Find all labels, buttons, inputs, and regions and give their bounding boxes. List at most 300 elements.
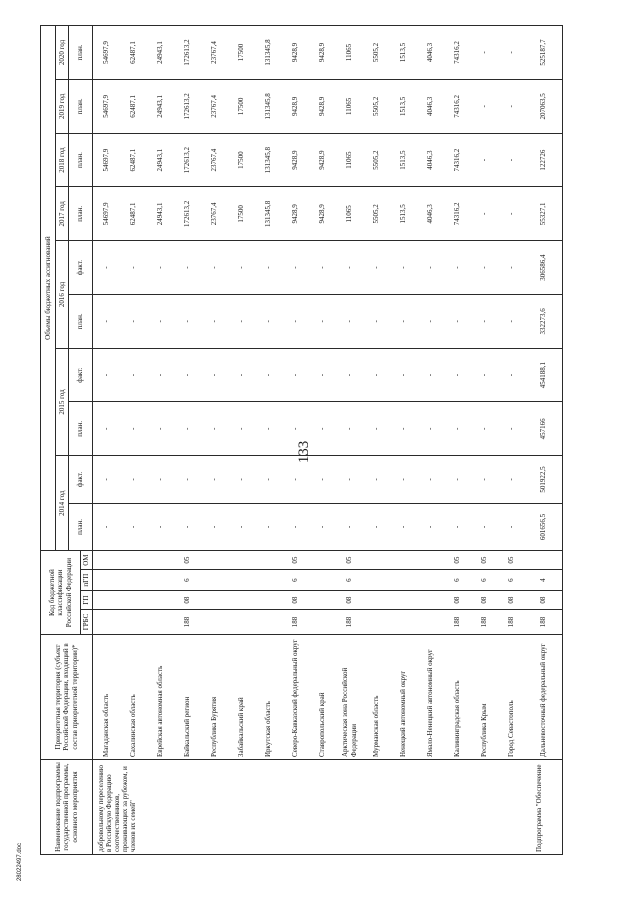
table-row (390, 26, 417, 855)
value-cell: - (444, 456, 471, 504)
kbk-cell (309, 551, 336, 570)
table-row (363, 26, 390, 855)
plan-header: план. (69, 26, 93, 80)
value-cell: 1513,5 (390, 133, 417, 187)
kbk-cell: 6 (444, 570, 471, 591)
value-cell: 74316,2 (444, 26, 471, 80)
value-cell: - (309, 241, 336, 295)
value-cell: 62487,1 (120, 26, 147, 80)
kbk-cell: 08 (174, 591, 201, 610)
program-name: Подпрограмма "Обеспечение (525, 760, 563, 855)
budget-table (40, 25, 563, 855)
value-cell: - (255, 241, 282, 295)
kbk-cell (417, 551, 444, 570)
value-cell: - (471, 503, 498, 551)
year-header: 2016 год (56, 241, 69, 349)
value-cell: - (120, 456, 147, 504)
kbk-cell (228, 570, 255, 591)
value-cell: 17500 (228, 133, 255, 187)
table-container (40, 25, 600, 855)
value-cell: - (417, 402, 444, 456)
value-cell: - (228, 241, 255, 295)
kbk-cell (120, 551, 147, 570)
kbk-cell: 08 (336, 591, 363, 610)
value-cell: - (174, 348, 201, 402)
value-cell: 55327,1 (525, 187, 563, 241)
value-cell: - (174, 456, 201, 504)
value-cell: 501922,5 (525, 456, 563, 504)
value-cell: - (498, 294, 525, 348)
plan-header: план. (69, 294, 93, 348)
fact-header: факт. (69, 241, 93, 295)
value-cell: - (390, 456, 417, 504)
kbk-cell (390, 551, 417, 570)
value-cell: - (309, 456, 336, 504)
territory-cell: Еврейская автономная область (147, 635, 174, 760)
value-cell: - (417, 503, 444, 551)
value-cell: - (120, 294, 147, 348)
value-cell: - (201, 503, 228, 551)
territory-cell: Забайкальский край (228, 635, 255, 760)
territory-cell: Ненецкий автономный округ (390, 635, 417, 760)
value-cell: - (471, 241, 498, 295)
value-cell: 122726 (525, 133, 563, 187)
value-cell: - (498, 133, 525, 187)
value-cell: 5505,2 (363, 133, 390, 187)
territory-cell: Иркутская область (255, 635, 282, 760)
header-kbk: Код бюджетной классификации Российской Федерации (41, 551, 81, 635)
kbk-cell (417, 570, 444, 591)
program-name: добровольному переселению в Российскую Федерацию соотечественников, проживающих за рубежом, и членов их семей" (93, 760, 526, 855)
value-cell: 1513,5 (390, 79, 417, 133)
kbk-cell (525, 551, 563, 570)
value-cell: 4046,3 (417, 133, 444, 187)
kbk-cell (93, 610, 121, 635)
value-cell: 207063,5 (525, 79, 563, 133)
value-cell: 525187,7 (525, 26, 563, 80)
kbk-cell (363, 570, 390, 591)
value-cell: 601656,5 (525, 503, 563, 551)
value-cell: - (417, 294, 444, 348)
value-cell: - (498, 348, 525, 402)
territory-cell: Ставропольский край (309, 635, 336, 760)
year-header: 2019 год (56, 79, 69, 133)
kbk-cell: 08 (444, 591, 471, 610)
kbk-cell: 08 (282, 591, 309, 610)
value-cell: 1513,5 (390, 187, 417, 241)
value-cell: - (147, 241, 174, 295)
value-cell: - (363, 348, 390, 402)
table-row (201, 26, 228, 855)
value-cell: - (120, 241, 147, 295)
value-cell: 172613,2 (174, 187, 201, 241)
value-cell: 24943,1 (147, 187, 174, 241)
kbk-cell: 6 (282, 570, 309, 591)
value-cell: - (417, 241, 444, 295)
value-cell: - (363, 456, 390, 504)
value-cell: - (282, 241, 309, 295)
value-cell: - (444, 402, 471, 456)
value-cell: - (471, 133, 498, 187)
value-cell: - (93, 503, 121, 551)
value-cell: 9428,9 (282, 187, 309, 241)
value-cell: 11065 (336, 26, 363, 80)
value-cell: - (282, 348, 309, 402)
value-cell: - (93, 348, 121, 402)
value-cell: 23767,4 (201, 79, 228, 133)
value-cell: - (471, 294, 498, 348)
value-cell: - (336, 348, 363, 402)
value-cell: - (255, 503, 282, 551)
kbk-cell (363, 610, 390, 635)
kbk-cell: 4 (525, 570, 563, 591)
value-cell: - (471, 456, 498, 504)
value-cell: 54697,9 (93, 26, 121, 80)
kbk-cell: 188 (525, 610, 563, 635)
table-row (120, 26, 147, 855)
kbk-cell (390, 570, 417, 591)
value-cell: - (201, 456, 228, 504)
kbk-cell: 6 (174, 570, 201, 591)
value-cell: 457166 (525, 402, 563, 456)
value-cell: 5505,2 (363, 79, 390, 133)
kbk-cell (390, 591, 417, 610)
value-cell: - (255, 348, 282, 402)
value-cell: - (471, 348, 498, 402)
table-row (498, 26, 525, 855)
value-cell: 9428,9 (309, 187, 336, 241)
value-cell: 74316,2 (444, 79, 471, 133)
value-cell: - (498, 503, 525, 551)
territory-cell: Сахалинская область (120, 635, 147, 760)
value-cell: 54697,9 (93, 79, 121, 133)
value-cell: - (363, 241, 390, 295)
kbk-cell (417, 591, 444, 610)
kbk-sub-header: пГП (81, 570, 93, 591)
plan-header: план. (69, 402, 93, 456)
value-cell: - (174, 294, 201, 348)
table-row (228, 26, 255, 855)
table-row (255, 26, 282, 855)
value-cell: 5505,2 (363, 26, 390, 80)
value-cell: 454188,1 (525, 348, 563, 402)
kbk-cell (228, 591, 255, 610)
value-cell: - (498, 402, 525, 456)
value-cell: - (174, 503, 201, 551)
kbk-cell (120, 570, 147, 591)
kbk-cell (255, 551, 282, 570)
plan-header: план. (69, 79, 93, 133)
value-cell: 11065 (336, 187, 363, 241)
value-cell: - (201, 241, 228, 295)
kbk-cell: 08 (471, 591, 498, 610)
value-cell: - (282, 456, 309, 504)
kbk-cell (228, 610, 255, 635)
kbk-cell (93, 570, 121, 591)
fact-header: факт. (69, 348, 93, 402)
territory-cell: Магаданская область (93, 635, 121, 760)
table-row (525, 26, 563, 855)
value-cell: 62487,1 (120, 79, 147, 133)
kbk-cell: 188 (444, 610, 471, 635)
kbk-cell: 05 (471, 551, 498, 570)
value-cell: 62487,1 (120, 187, 147, 241)
kbk-cell (201, 570, 228, 591)
kbk-cell (147, 610, 174, 635)
value-cell: - (309, 503, 336, 551)
value-cell: - (444, 348, 471, 402)
value-cell: 11065 (336, 133, 363, 187)
page-number: 133 (296, 440, 312, 464)
fact-header: факт. (69, 456, 93, 504)
value-cell: - (336, 402, 363, 456)
kbk-cell: 6 (498, 570, 525, 591)
value-cell: - (174, 241, 201, 295)
kbk-cell (417, 610, 444, 635)
year-header: 2017 год (56, 187, 69, 241)
year-header: 2020 год (56, 26, 69, 80)
kbk-sub-header: ГРБС (81, 610, 93, 635)
value-cell: - (228, 503, 255, 551)
value-cell: - (93, 241, 121, 295)
value-cell: 24943,1 (147, 133, 174, 187)
plan-header: план. (69, 503, 93, 551)
value-cell: - (390, 503, 417, 551)
value-cell: - (444, 503, 471, 551)
value-cell: 4046,3 (417, 187, 444, 241)
kbk-cell: 188 (282, 610, 309, 635)
value-cell: - (363, 503, 390, 551)
value-cell: - (120, 348, 147, 402)
table-row (282, 26, 309, 855)
value-cell: 172613,2 (174, 26, 201, 80)
kbk-cell: 6 (336, 570, 363, 591)
value-cell: 9428,9 (309, 79, 336, 133)
kbk-cell (255, 591, 282, 610)
footer-doc-name: 28022497.doc (17, 842, 23, 882)
kbk-cell (201, 610, 228, 635)
value-cell: - (309, 348, 336, 402)
value-cell: - (498, 456, 525, 504)
value-cell: 9428,9 (309, 26, 336, 80)
value-cell: - (174, 402, 201, 456)
kbk-cell (363, 591, 390, 610)
value-cell: - (471, 26, 498, 80)
value-cell: 172613,2 (174, 79, 201, 133)
value-cell: - (498, 241, 525, 295)
value-cell: - (282, 503, 309, 551)
value-cell: 74316,2 (444, 187, 471, 241)
header-volumes: Объемы бюджетных ассигнований (41, 26, 56, 551)
territory-cell: Северо-Кавказский федеральный округ (282, 635, 309, 760)
territory-cell: Дальневосточный федеральный округ (525, 635, 563, 760)
value-cell: - (201, 294, 228, 348)
kbk-cell: 188 (174, 610, 201, 635)
table-row (471, 26, 498, 855)
value-cell: - (201, 402, 228, 456)
kbk-cell: 05 (282, 551, 309, 570)
value-cell: - (444, 294, 471, 348)
value-cell: 9428,9 (282, 26, 309, 80)
value-cell: - (363, 294, 390, 348)
value-cell: - (93, 456, 121, 504)
value-cell: 17500 (228, 79, 255, 133)
year-header: 2018 год (56, 133, 69, 187)
kbk-cell (147, 551, 174, 570)
kbk-cell: 6 (471, 570, 498, 591)
value-cell: 4046,3 (417, 79, 444, 133)
value-cell: 54697,9 (93, 187, 121, 241)
value-cell: - (282, 294, 309, 348)
territory-cell: Республика Крым (471, 635, 498, 760)
kbk-sub-header: ОМ (81, 551, 93, 570)
value-cell: - (498, 79, 525, 133)
kbk-cell (390, 610, 417, 635)
value-cell: 23767,4 (201, 26, 228, 80)
kbk-cell: 05 (498, 551, 525, 570)
value-cell: - (255, 294, 282, 348)
value-cell: - (336, 294, 363, 348)
value-cell: 1513,5 (390, 26, 417, 80)
value-cell: - (255, 456, 282, 504)
value-cell: 23767,4 (201, 133, 228, 187)
value-cell: - (390, 294, 417, 348)
value-cell: 23767,4 (201, 187, 228, 241)
value-cell: 9428,9 (282, 133, 309, 187)
kbk-cell: 08 (525, 591, 563, 610)
value-cell: - (228, 402, 255, 456)
kbk-cell (147, 570, 174, 591)
table-row (147, 26, 174, 855)
kbk-cell (255, 610, 282, 635)
value-cell: - (390, 241, 417, 295)
kbk-cell (120, 591, 147, 610)
kbk-cell (147, 591, 174, 610)
value-cell: 306586,4 (525, 241, 563, 295)
header-name: Наименование подпрограммы государственной программы, основного мероприятия (41, 760, 93, 855)
value-cell: - (255, 402, 282, 456)
table-row (174, 26, 201, 855)
territory-cell: Калининградская область (444, 635, 471, 760)
header-territory: Приоритетная территория (субъект Российской Федерации, входящий в состав приоритетной территории)* (41, 635, 93, 760)
kbk-cell (201, 551, 228, 570)
value-cell: - (147, 402, 174, 456)
value-cell: - (417, 348, 444, 402)
value-cell: - (120, 402, 147, 456)
value-cell: - (309, 294, 336, 348)
value-cell: - (417, 456, 444, 504)
kbk-cell (363, 551, 390, 570)
value-cell: 131345,8 (255, 26, 282, 80)
plan-header: план. (69, 187, 93, 241)
value-cell: 172613,2 (174, 133, 201, 187)
territory-cell: Арктическая зона Российской Федерации (336, 635, 363, 760)
table-row (444, 26, 471, 855)
value-cell: - (498, 26, 525, 80)
value-cell: 17500 (228, 187, 255, 241)
kbk-cell: 188 (498, 610, 525, 635)
value-cell: 5505,2 (363, 187, 390, 241)
value-cell: 332273,6 (525, 294, 563, 348)
value-cell: 131345,8 (255, 133, 282, 187)
value-cell: - (93, 402, 121, 456)
kbk-cell: 08 (498, 591, 525, 610)
value-cell: 4046,3 (417, 26, 444, 80)
plan-header: план. (69, 133, 93, 187)
kbk-cell (228, 551, 255, 570)
value-cell: - (390, 402, 417, 456)
value-cell: - (336, 241, 363, 295)
value-cell: - (390, 348, 417, 402)
kbk-cell: 05 (174, 551, 201, 570)
kbk-cell (309, 610, 336, 635)
value-cell: - (336, 456, 363, 504)
table-row (309, 26, 336, 855)
kbk-cell (309, 591, 336, 610)
territory-cell: Байкальский регион (174, 635, 201, 760)
value-cell: - (363, 402, 390, 456)
value-cell: 11065 (336, 79, 363, 133)
value-cell: - (282, 402, 309, 456)
kbk-cell: 188 (471, 610, 498, 635)
value-cell: 131345,8 (255, 79, 282, 133)
value-cell: 17500 (228, 26, 255, 80)
value-cell: - (444, 241, 471, 295)
territory-cell: Ямало-Ненецкий автономный округ (417, 635, 444, 760)
kbk-cell (201, 591, 228, 610)
kbk-cell: 05 (444, 551, 471, 570)
value-cell: 74316,2 (444, 133, 471, 187)
table-row (336, 26, 363, 855)
value-cell: 9428,9 (282, 79, 309, 133)
table-row (417, 26, 444, 855)
territory-cell: Город Севастополь (498, 635, 525, 760)
kbk-cell (255, 570, 282, 591)
kbk-cell (309, 570, 336, 591)
value-cell: - (471, 187, 498, 241)
kbk-cell (93, 551, 121, 570)
value-cell: - (309, 402, 336, 456)
value-cell: - (228, 348, 255, 402)
value-cell: 24943,1 (147, 79, 174, 133)
kbk-cell (120, 610, 147, 635)
kbk-cell: 188 (336, 610, 363, 635)
value-cell: - (498, 187, 525, 241)
value-cell: 131345,8 (255, 187, 282, 241)
kbk-cell (93, 591, 121, 610)
kbk-cell: 05 (336, 551, 363, 570)
value-cell: - (201, 348, 228, 402)
territory-cell: Мурманская область (363, 635, 390, 760)
value-cell: 24943,1 (147, 26, 174, 80)
table-row (93, 26, 121, 855)
year-header: 2015 год (56, 348, 69, 456)
value-cell: - (147, 456, 174, 504)
value-cell: - (471, 402, 498, 456)
value-cell: - (228, 294, 255, 348)
value-cell: 9428,9 (309, 133, 336, 187)
value-cell: - (471, 79, 498, 133)
value-cell: 62487,1 (120, 133, 147, 187)
value-cell: - (336, 503, 363, 551)
territory-cell: Республика Бурятия (201, 635, 228, 760)
value-cell: - (147, 294, 174, 348)
kbk-sub-header: ГП (81, 591, 93, 610)
value-cell: - (228, 456, 255, 504)
value-cell: - (147, 348, 174, 402)
value-cell: - (120, 503, 147, 551)
year-header: 2014 год (56, 456, 69, 551)
